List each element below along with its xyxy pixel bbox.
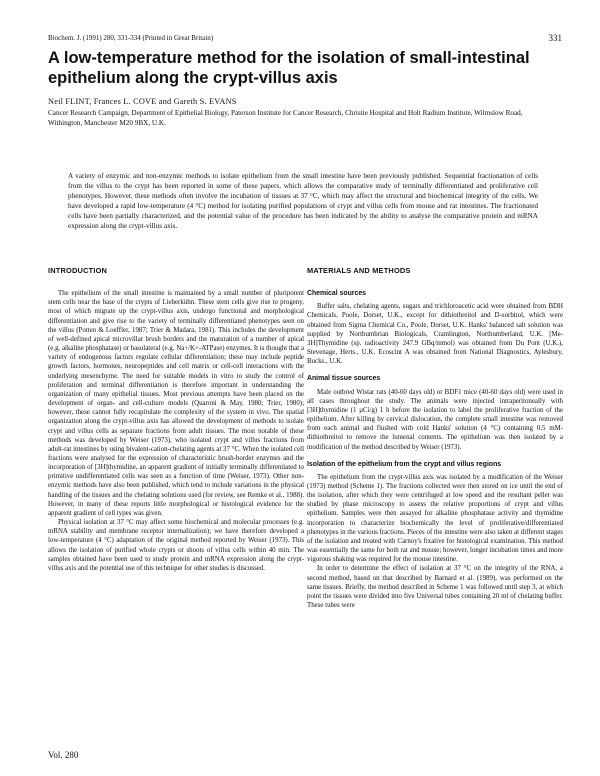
affiliation: Cancer Research Campaign, Department of Epithelial Biology, Paterson Institute for Cancer Research, Christie Hospital and Holt Radium Institute, Wilmslow Road, Withington, Manchester M20 9BX, U.K. — [48, 109, 523, 127]
article-title: A low-temperature method for the isolation of small-intestinal epithelium along the crypt-villus axis — [48, 49, 530, 87]
abstract: A variety of enzymic and non-enzymic methods to isolate epithelium from the small intestine have been previously published. Sequential fractionation of cells from the villus to the crypt has been reported in some of these papers, which allows the comparative study of terminally differentiated and proliferative cell phenotypes. However, these methods often involve the incubation of tissues at 37 °C, which may affect the structural and biochemical integrity of the cells. We have developed a rapid low-temperature (4 °C) method for isolating purified populations of crypt and villus cells from mouse and rat intestines. The fractionated cells have been partially characterized, and the potential value of the procedure has been indicated by the ability to analyse the comparative protein and mRNA expression along the crypt-villus axis. — [68, 172, 538, 230]
section-heading-animal-tissue: Animal tissue sources — [307, 375, 381, 383]
methods-paragraph: In order to determine the effect of isolation at 37 °C on the integrity of the RNA, a second method, based on that described by Barnard et al. (1989), was performed on the same tissues. Briefly, the method described in Scheme 1 was followed until step 3, at which point the tissues were divided into five Universal tubes containing 20 ml of chelating buffer. These tubes were — [307, 565, 563, 609]
methods-paragraph: The epithelium from the crypt-villus axis was isolated by a modification of the Weiser (1973) method (Scheme 1). The fractions collected were then stored on ice until the end of the isolation, after which they were centrifuged at low speed and the resultant pellet was studied by phase microscopy to assess the relative proportions of crypt and villus epithelium. Samples were then assayed for alkaline phosphatase activity and thymidine incorporation to characterize biochemically the level of proliferative/differentiated phenotypes in the various fractions. Pieces of the intestine were also taken at different stages of the isolation and treated with Carnoy's fixative for histological examination. This method was essentially the same for both rat and mouse; however, longer incubation times and more vigorous shaking was required for the mouse intestine. — [307, 473, 563, 564]
author-list: Neil FLINT, Frances L. COVE and Gareth S. EVANS — [48, 97, 237, 106]
right-column — [307, 266, 563, 610]
methods-heading: MATERIALS AND METHODS — [307, 266, 411, 275]
journal-citation: Biochem. J. (1991) 280, 331-334 (Printed in Great Britain) — [48, 34, 214, 42]
page-number: 331 — [548, 33, 562, 43]
section-heading-isolation: Isolation of the epithelium from the crypt and villus regions — [307, 460, 502, 468]
left-column — [48, 266, 304, 573]
intro-paragraph: Physical isolation at 37 °C may affect some biochemical and molecular processes (e.g. mRNA stability and membrane receptor internalization); we have therefore developed a low-temperature (4 °C) adaptation of the original method reported by Weiser (1973). This allows the isolation of purified whole crypts or shoots of villus cells within 40 min. The samples obtained have been used to study protein and mRNA expression along the crypt-villus axis and the potential use of this technique for other studies is discussed. — [48, 519, 304, 572]
methods-paragraph: Buffer salts, chelating agents, sugars and trichloroacetic acid were obtained from BDH Chemicals, Poole, Dorset, U.K., except for dithiothreitol and D-sorbitol, which were obtained from Sigma Chemical Co., Poole, Dorset, U.K. Hanks' balanced salt solution was supplied by Northumbrian Biologicals, Cramlington, Northumberland, U.K. [Me-3H]Thymidine (sp. radioactivity 247.9 GBq/mmol) was obtained from Du Pont (U.K.), Stevenage, Herts., U.K. Ecoscint A was obtained from National Diagnostics, Aylesbury, Bucks., U.K. — [307, 303, 563, 366]
volume-footer: Vol. 280 — [48, 750, 79, 760]
intro-paragraph: The epithelium of the small intestine is maintained by a small number of pluripotent stem cells near the base of the crypts of Lieberkühn. These stem cells give rise to progeny, most of which migrate up the crypt-villus axis, undergo functional and morphological differentiation and give rise to the variety of terminally differentiated phenotypes seen on the villus (Potten & Loeffler, 1987; Trier & Madara, 1981). This includes the development of well-defined apical microvillar brush borders and the maturation of a number of apical (e.g. alkaline phosphatase) or basolateral (e.g. Na+/K+-ATPase) enzymes. It is thought that a variety of endogenous factors regulate cellular differentiation; these may include peptide growth factors, hormones, neuropeptides and cell matrix or cell-cell interactions with the underlying mesenchyme. The need for suitable models in vitro to study the control of proliferation and terminal differentiation is therefore important in understanding the organization of many epithelial tissues. Most previous attempts have been placed on the development of organ- and cell-culture models (Quaroni & May, 1980; Trier, 1980); however, these cannot fully recapitulate the complexity of the system in vivo. The spatial organization along the crypt-villus axis has allowed the development of methods to isolate crypt and villus cells as separate fractions from adult tissues. The most notable of these methods was developed by Weiser (1973), who isolated crypt and villus fractions from adult-rat intestines by using bivalent-cation-chelating agents at 37 °C. When the isolated cell fractions were analysed for the expression of characteristic brush-border enzymes and the incorporation of [3H]thymidine, an apparent gradient of initially terminally differentiated to primitive undifferentiated cells was seen as a function of time (Weiser, 1973). Other non-enzymic methods have also been published, which tend to include variations in the physical handling of the tissues and the chelating solutions used (for review, see Remke et al., 1988). However, in many of these reports little morphological or histological evidence for the apparent gradient of cell types was given. — [48, 290, 304, 517]
introduction-heading: INTRODUCTION — [48, 266, 108, 275]
section-heading-chemical-sources: Chemical sources — [307, 290, 366, 298]
methods-paragraph: Male outbred Wistar rats (40-60 days old) or BDF1 mice (40-60 days old) were used in all cases throughout the study. The animals were injected intraperitoneally with [3H]thymidine (1 µCi/g) 1 h before the isolation to label the proliferative fraction of the epithelium. After killing by cervical dislocation, the complete small intestine was removed from each animal and flushed with cold Hanks' solution (4 °C) containing 0.5 mM-dithiothreitol to remove the lumenal contents. The epithelium was then isolated by a modification of the method described by Weiser (1973). — [307, 388, 563, 451]
